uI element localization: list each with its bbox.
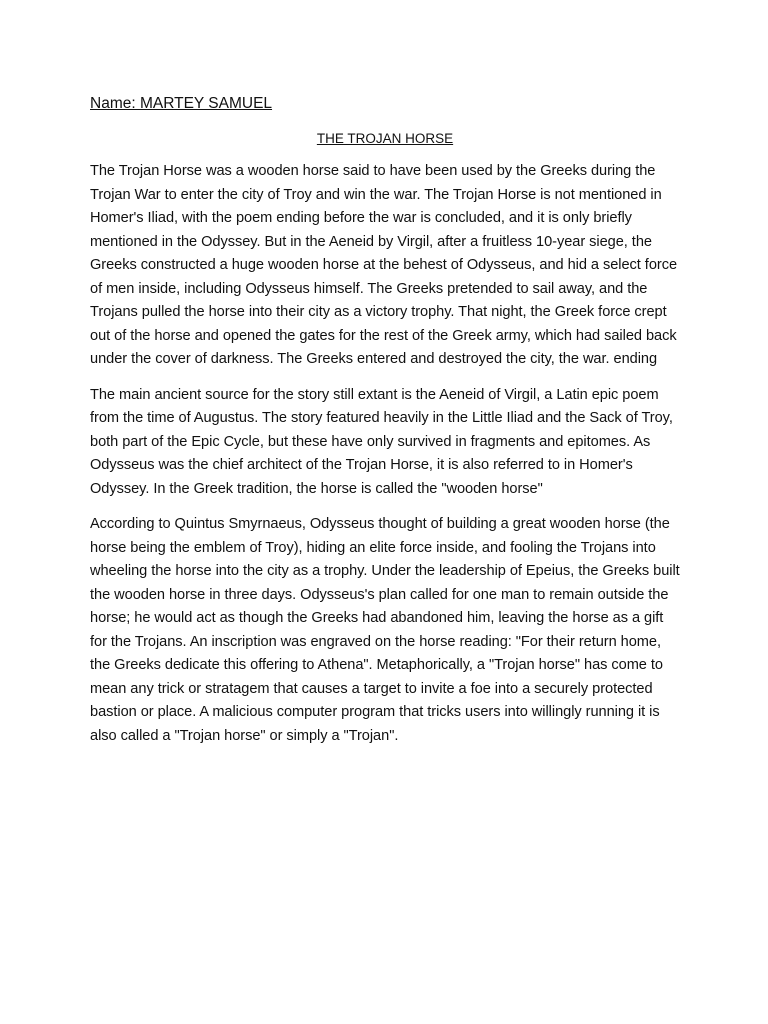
paragraph-2: The main ancient source for the story still extant is the Aeneid of Virgil, a Latin epic poem from the time of Augustus. The story featured heavily in the Little Iliad and the Sack of Troy, both part of the Epic Cycle, but these have only survived in fragments and epitomes. As Odysseus was the chief architect of the Trojan Horse, it is also referred to in Homer's Odyssey. In the Greek tradition, the horse is called the "wooden horse" <box>90 386 673 497</box>
author-name <box>90 93 680 115</box>
document-page <box>90 93 680 760</box>
document-title: THE TROJAN HORSE <box>316 131 454 146</box>
paragraph-1: The Trojan Horse was a wooden horse said to have been used by the Greeks during the Trojan War to enter the city of Troy and win the war. The Trojan Horse is not mentioned in Homer's Iliad, with the poem ending before the war is concluded, and it is only briefly mentioned in the Odyssey. But in the Aeneid by Virgil, after a fruitless 10-year siege, the Greeks constructed a huge wooden horse at the behest of Odysseus, and hid a select force of men inside, including Odysseus himself. The Greeks pretended to sail away, and the Trojans pulled the horse into their city as a victory trophy. That night, the Greek force crept out of the horse and opened the gates for the rest of the Greek army, which had sailed back under the cover of darkness. The Greeks entered and destroyed the city, the war. ending <box>90 163 678 367</box>
author-name-text: Name: MARTEY SAMUEL <box>90 95 273 112</box>
paragraph-3: According to Quintus Smyrnaeus, Odysseus thought of building a great wooden horse (the horse being the emblem of Troy), hiding an elite force inside, and fooling the Trojans into wheeling the horse into the city as a trophy. Under the leadership of Epeius, the Greeks built the wooden horse in three days. Odysseus's plan called for one man to remain outside the horse; he would act as though the Greeks had abandoned him, leaving the horse as a gift for the Trojans. An inscription was engraved on the horse reading: "For their return home, the Greeks dedicate this offering to Athena". Metaphorically, a "Trojan horse" has come to mean any trick or stratagem that causes a target to invite a foe into a securely protected bastion or place. A malicious computer program that tricks users into willingly running it is also called a "Trojan horse" or simply a "Trojan". <box>90 516 680 744</box>
